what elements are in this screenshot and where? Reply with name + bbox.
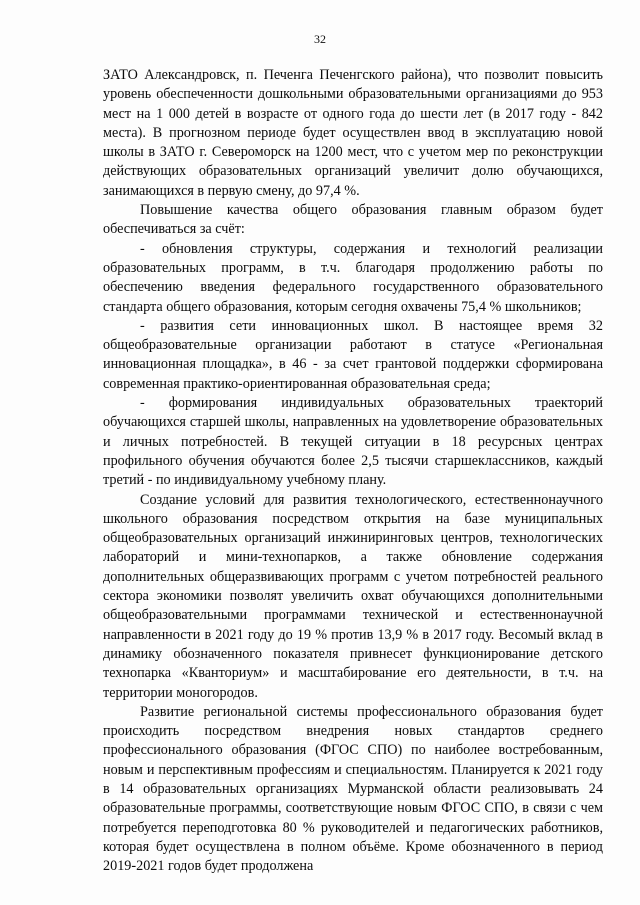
paragraph-2: Повышение качества общего образования главным образом будет обеспечиваться за счёт: (103, 202, 603, 238)
body-text (103, 66, 603, 876)
paragraph-7: Развитие региональной системы профессионального образования будет происходить посредством внедрения новых стандартов среднего профессионального образования (ФГОС СПО) по наиболее востребованным, новым и перспективным профессиям и специальностям. Планируется к 2021 году в 14 образовательных организациях Мурманской области реализовывать 24 образовательные программы, соответствующие новым ФГОС СПО, в связи с чем потребуется переподготовка 80 % руководителей и педагогических работников, которая будет осуществлена в полном объёме. Кроме обозначенного в период 2019-2021 годов будет продолжена (103, 703, 603, 875)
paragraph-3: - обновления структуры, содержания и технологий реализации образовательных программ, в т.ч. благодаря продолжению работы по обеспечению введения федерального государственного образовательного стандарта общего образования, которым сегодня охвачены 75,4 % школьников; (103, 240, 603, 315)
paragraph-5: - формирования индивидуальных образовательных траекторий обучающихся старшей школы, направленных на удовлетворение образовательных и личных потребностей. В текущей ситуации в 18 ресурсных центрах профильного обучения обучаются более 2,5 тысячи старшеклассников, каждый третий - по индивидуальному учебному плану. (103, 395, 603, 489)
page-number: 32 (314, 32, 326, 46)
paragraph-6: Создание условий для развития технологического, естественнонаучного школьного образования посредством открытия на базе муниципальных общеобразовательных организаций инжиниринговых центров, технологических лабораторий и мини-технопарков, а также обновление содержания дополнительных общеразвивающих программ с учетом потребностей реального сектора экономики позволят увеличить охват обучающихся дополнительными общеобразовательными программами технической и естественнонаучной направленности в 2021 году до 19 % против 13,9 % в 2017 году. Весомый вклад в динамику обозначенного показателя привнесет функционирование детского технопарка «Кванториум» и масштабирование его деятельности, в т.ч. на территории моногородов. (103, 491, 603, 701)
paragraph-1: ЗАТО Александровск, п. Печенга Печенгского района), что позволит повысить уровень обеспеченности дошкольными образовательными организациями до 953 мест на 1 000 детей в возрасте от одного года до шести лет (в 2017 году - 842 места). В прогнозном периоде будет осуществлен ввод в эксплуатацию новой школы в ЗАТО г. Североморск на 1200 мест, что с учетом мер по реконструкции действующих образовательных организаций увеличит долю обучающихся, занимающихся в первую смену, до 97,4 %. (103, 67, 603, 199)
paragraph-4: - развития сети инновационных школ. В настоящее время 32 общеобразовательные организации работают в статусе «Региональная инновационная площадка», в 46 - за счет грантовой поддержки сформирована современная практико-ориентированная образовательная среда; (103, 317, 603, 392)
